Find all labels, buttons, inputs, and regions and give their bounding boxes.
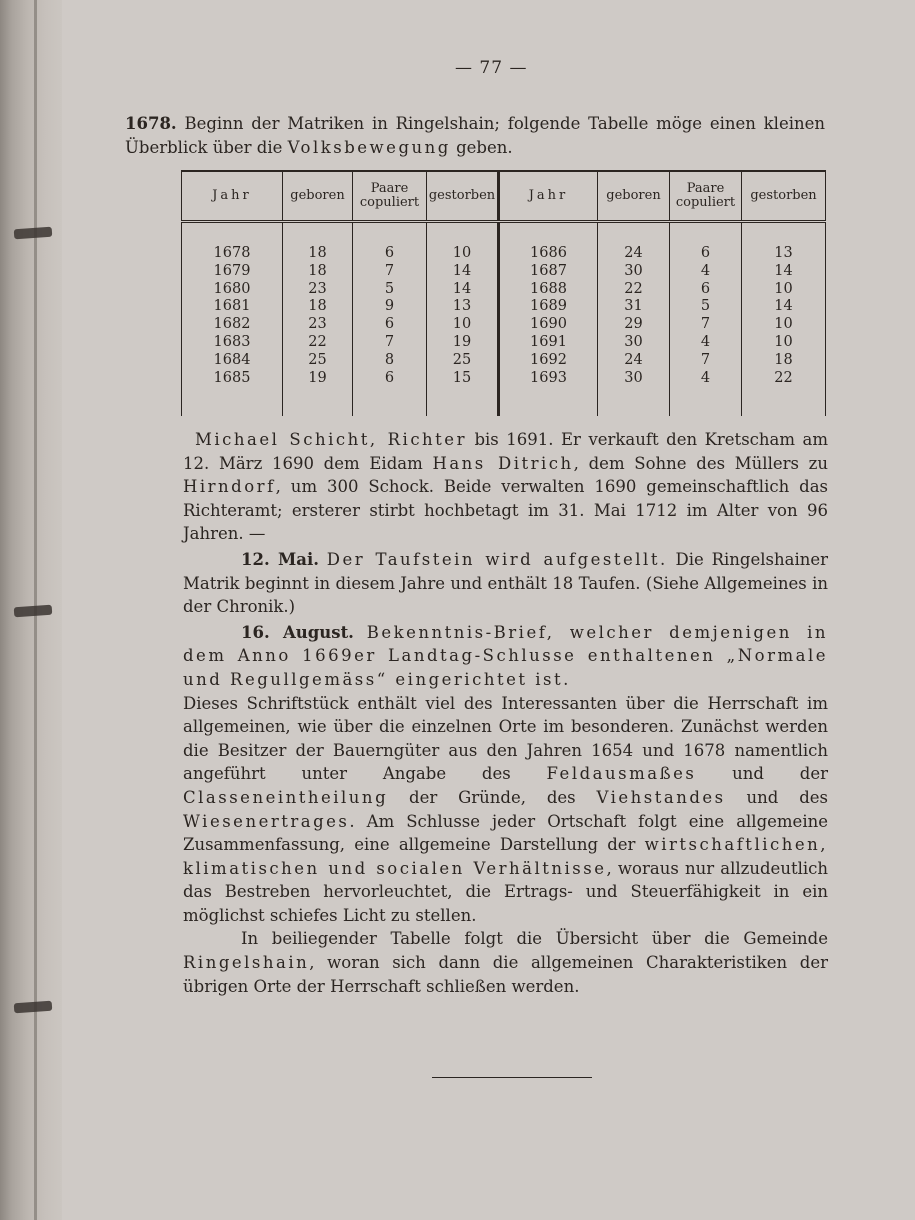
table-cell: 4 [700, 262, 711, 279]
table-cell: 14 [774, 262, 793, 279]
entry-date: 12. Mai. [241, 549, 319, 569]
parish-register-table [181, 170, 826, 416]
table-cell: 7 [700, 316, 711, 333]
table-cell: 6 [700, 245, 711, 261]
table-cell: 1684 [213, 351, 251, 368]
header-jahr: Jahr [182, 171, 283, 222]
table-cell: 30 [624, 333, 643, 350]
col-born-right [598, 222, 670, 417]
paragraph-text: , dem Sohne des Müllers zu [573, 453, 829, 473]
table-cell: 13 [774, 245, 793, 261]
entry-text: Beginn der Matriken in Ringelshain; folgende Tabelle möge einen kleinen Überblick über die [125, 114, 826, 157]
table-cell: 18 [308, 245, 327, 261]
table-cell: 18 [308, 298, 327, 315]
closing-rule [432, 1077, 592, 1078]
table-cell: 24 [624, 245, 643, 261]
table-cell: 10 [452, 245, 472, 261]
table-cell: 30 [624, 262, 643, 279]
table-cell: 1686 [530, 245, 567, 261]
page-number: — 77 — [455, 58, 528, 78]
table-cell: 6 [384, 316, 395, 333]
header-paare: Paare copuliert [670, 171, 742, 222]
paragraph-text: und der [696, 764, 828, 784]
table-cell: 14 [452, 262, 472, 279]
paragraph-text: bis 1691. Er verkauft den Kretscham am 12. März 1690 dem Eidam [183, 430, 828, 473]
col-year-right [499, 222, 598, 417]
paragraph-text: Die Ringelshainer Matrik beginnt in diesem Jahre und enthält 18 Taufen. (Siehe Allgemeines in der Chronik.) [183, 549, 829, 617]
table-cell: 10 [774, 333, 793, 350]
table-cell: 24 [624, 351, 643, 368]
table-cell: 10 [774, 280, 793, 297]
table-cell: 1681 [213, 298, 251, 315]
place-name: Hirndorf [183, 477, 276, 497]
paragraph-schriftstueck [183, 692, 828, 928]
paragraph-text: und des [725, 787, 828, 807]
header-jahr: Jahr [499, 171, 598, 222]
table-cell: 1683 [213, 333, 251, 350]
spaced-term: wirtschaftlichen, klimatischen und socialen Verhältnisse [183, 835, 828, 878]
table-cell: 1690 [530, 316, 567, 333]
table-cell: 25 [308, 351, 327, 368]
table-cell: 19 [308, 369, 327, 386]
body-text [183, 428, 828, 998]
table-cell: 1688 [530, 280, 567, 297]
paragraph-august [183, 621, 828, 692]
spaced-term: Classeneintheilung [183, 787, 389, 807]
table-cell: 4 [700, 369, 711, 386]
paragraph-text: der Gründe, des [388, 787, 597, 807]
table-row [182, 222, 826, 417]
col-born-left [283, 222, 353, 417]
spaced-term: Feldausmaßes [546, 764, 697, 784]
place-name: Ringelshain [183, 953, 310, 973]
col-year-left [182, 222, 283, 417]
table-cell: 22 [308, 333, 327, 350]
table-cell: 22 [774, 369, 793, 386]
paragraph-text: . Am Schlusse jeder Ortschaft folgt eine allgemeine Zusammenfassung, eine allgemeine Darstellung der [183, 811, 828, 855]
col-married-left [353, 222, 427, 417]
table-cell: 30 [624, 369, 643, 386]
table-cell: 1678 [213, 245, 251, 261]
table-cell: 5 [700, 298, 711, 315]
table-cell: 1679 [213, 262, 251, 279]
entry-1678 [125, 112, 825, 160]
table-cell: 5 [384, 280, 395, 297]
paragraph-schicht [183, 428, 828, 546]
table-cell: 19 [452, 333, 472, 350]
table-cell: 7 [700, 351, 711, 368]
table-cell: 10 [452, 316, 472, 333]
entry-spaced-word: Volksbewegung [287, 138, 451, 157]
col-died-left [427, 222, 499, 417]
table-cell: 7 [384, 262, 395, 279]
table-cell: 14 [774, 298, 793, 315]
table-cell: 14 [452, 280, 472, 297]
paragraph-spaced: Der Taufstein wird aufgestellt. [326, 549, 668, 569]
paragraph-may [183, 548, 828, 619]
table-cell: 18 [308, 262, 327, 279]
table-cell: 1682 [213, 316, 251, 333]
spaced-term: Wiesenertrages [183, 811, 350, 831]
header-gestorben: gestorben [742, 171, 826, 222]
table-cell: 23 [308, 316, 327, 333]
table-cell: 1693 [530, 369, 567, 386]
paragraph-tabelle [183, 927, 828, 998]
table-cell: 1687 [530, 262, 567, 279]
table-cell: 18 [774, 351, 793, 368]
person-name: Michael Schicht, Richter [195, 430, 467, 449]
table-cell: 6 [384, 369, 395, 386]
paragraph-spaced: Bekenntnis-Brief, welcher demjenigen in dem Anno 1669er Landtag-Schlusse enthaltenen „Normale und Regullgemäss“ eingerichtet ist. [183, 622, 829, 689]
paragraph-text: In beiliegender Tabelle folgt die Übersicht über die Gemeinde [241, 929, 828, 949]
table-cell: 6 [700, 280, 711, 297]
header-paare: Paare copuliert [353, 171, 427, 222]
col-married-right [670, 222, 742, 417]
table-cell: 1691 [530, 333, 567, 350]
table-cell: 25 [452, 351, 472, 368]
table-cell: 9 [384, 298, 395, 315]
table-cell: 1689 [530, 298, 567, 315]
table-cell: 6 [384, 245, 395, 261]
paragraph-text: , woran sich dann die allgemeinen Charakteristiken der übrigen Orte der Herrschaft schließen werden. [183, 953, 828, 996]
table-cell: 1685 [213, 369, 251, 386]
table-header-row [182, 171, 826, 222]
entry-text-end: geben. [450, 138, 513, 157]
table-cell: 22 [624, 280, 643, 297]
table-cell: 8 [384, 351, 395, 368]
table-cell: 1692 [530, 351, 567, 368]
paragraph-text: , woraus nur allzudeutlich das Bestreben hervorleuchtet, die Ertrags- und Steuerfähigkeit in ein möglichst schiefes Licht zu stellen. [183, 858, 828, 925]
table-cell: 29 [624, 316, 643, 333]
paragraph-text: , um 300 Schock. Beide verwalten 1690 gemeinschaftlich das Richteramt; ersterer stirbt hochbetagt im 31. Mai 1712 im Alter von 96 Jahren. — [183, 477, 828, 544]
table-cell: 23 [308, 280, 327, 297]
header-geboren: geboren [598, 171, 670, 222]
table-cell: 15 [452, 369, 472, 386]
table-cell: 10 [774, 316, 793, 333]
header-gestorben: gestorben [427, 171, 499, 222]
col-died-right [742, 222, 826, 417]
spaced-term: Viehstandes [596, 787, 726, 807]
table-cell: 1680 [213, 280, 251, 297]
table-cell: 4 [700, 333, 711, 350]
paragraph-text: Dieses Schriftstück enthält viel des Interessanten über die Herrschaft im allgemeinen, wie über die einzelnen Orte im besonderen. Zunächst werden die Besitzer der Bauerngüter aus den Jahren 1654 und 1678 namentlich angeführt unter Angabe des [183, 693, 828, 784]
person-name: Hans Ditrich [432, 453, 574, 473]
entry-date: 16. August. [241, 622, 354, 642]
table-cell: 31 [624, 298, 643, 315]
table-cell: 7 [384, 333, 395, 350]
table-cell: 13 [452, 298, 472, 315]
entry-year: 1678. [125, 114, 177, 133]
header-geboren: geboren [283, 171, 353, 222]
